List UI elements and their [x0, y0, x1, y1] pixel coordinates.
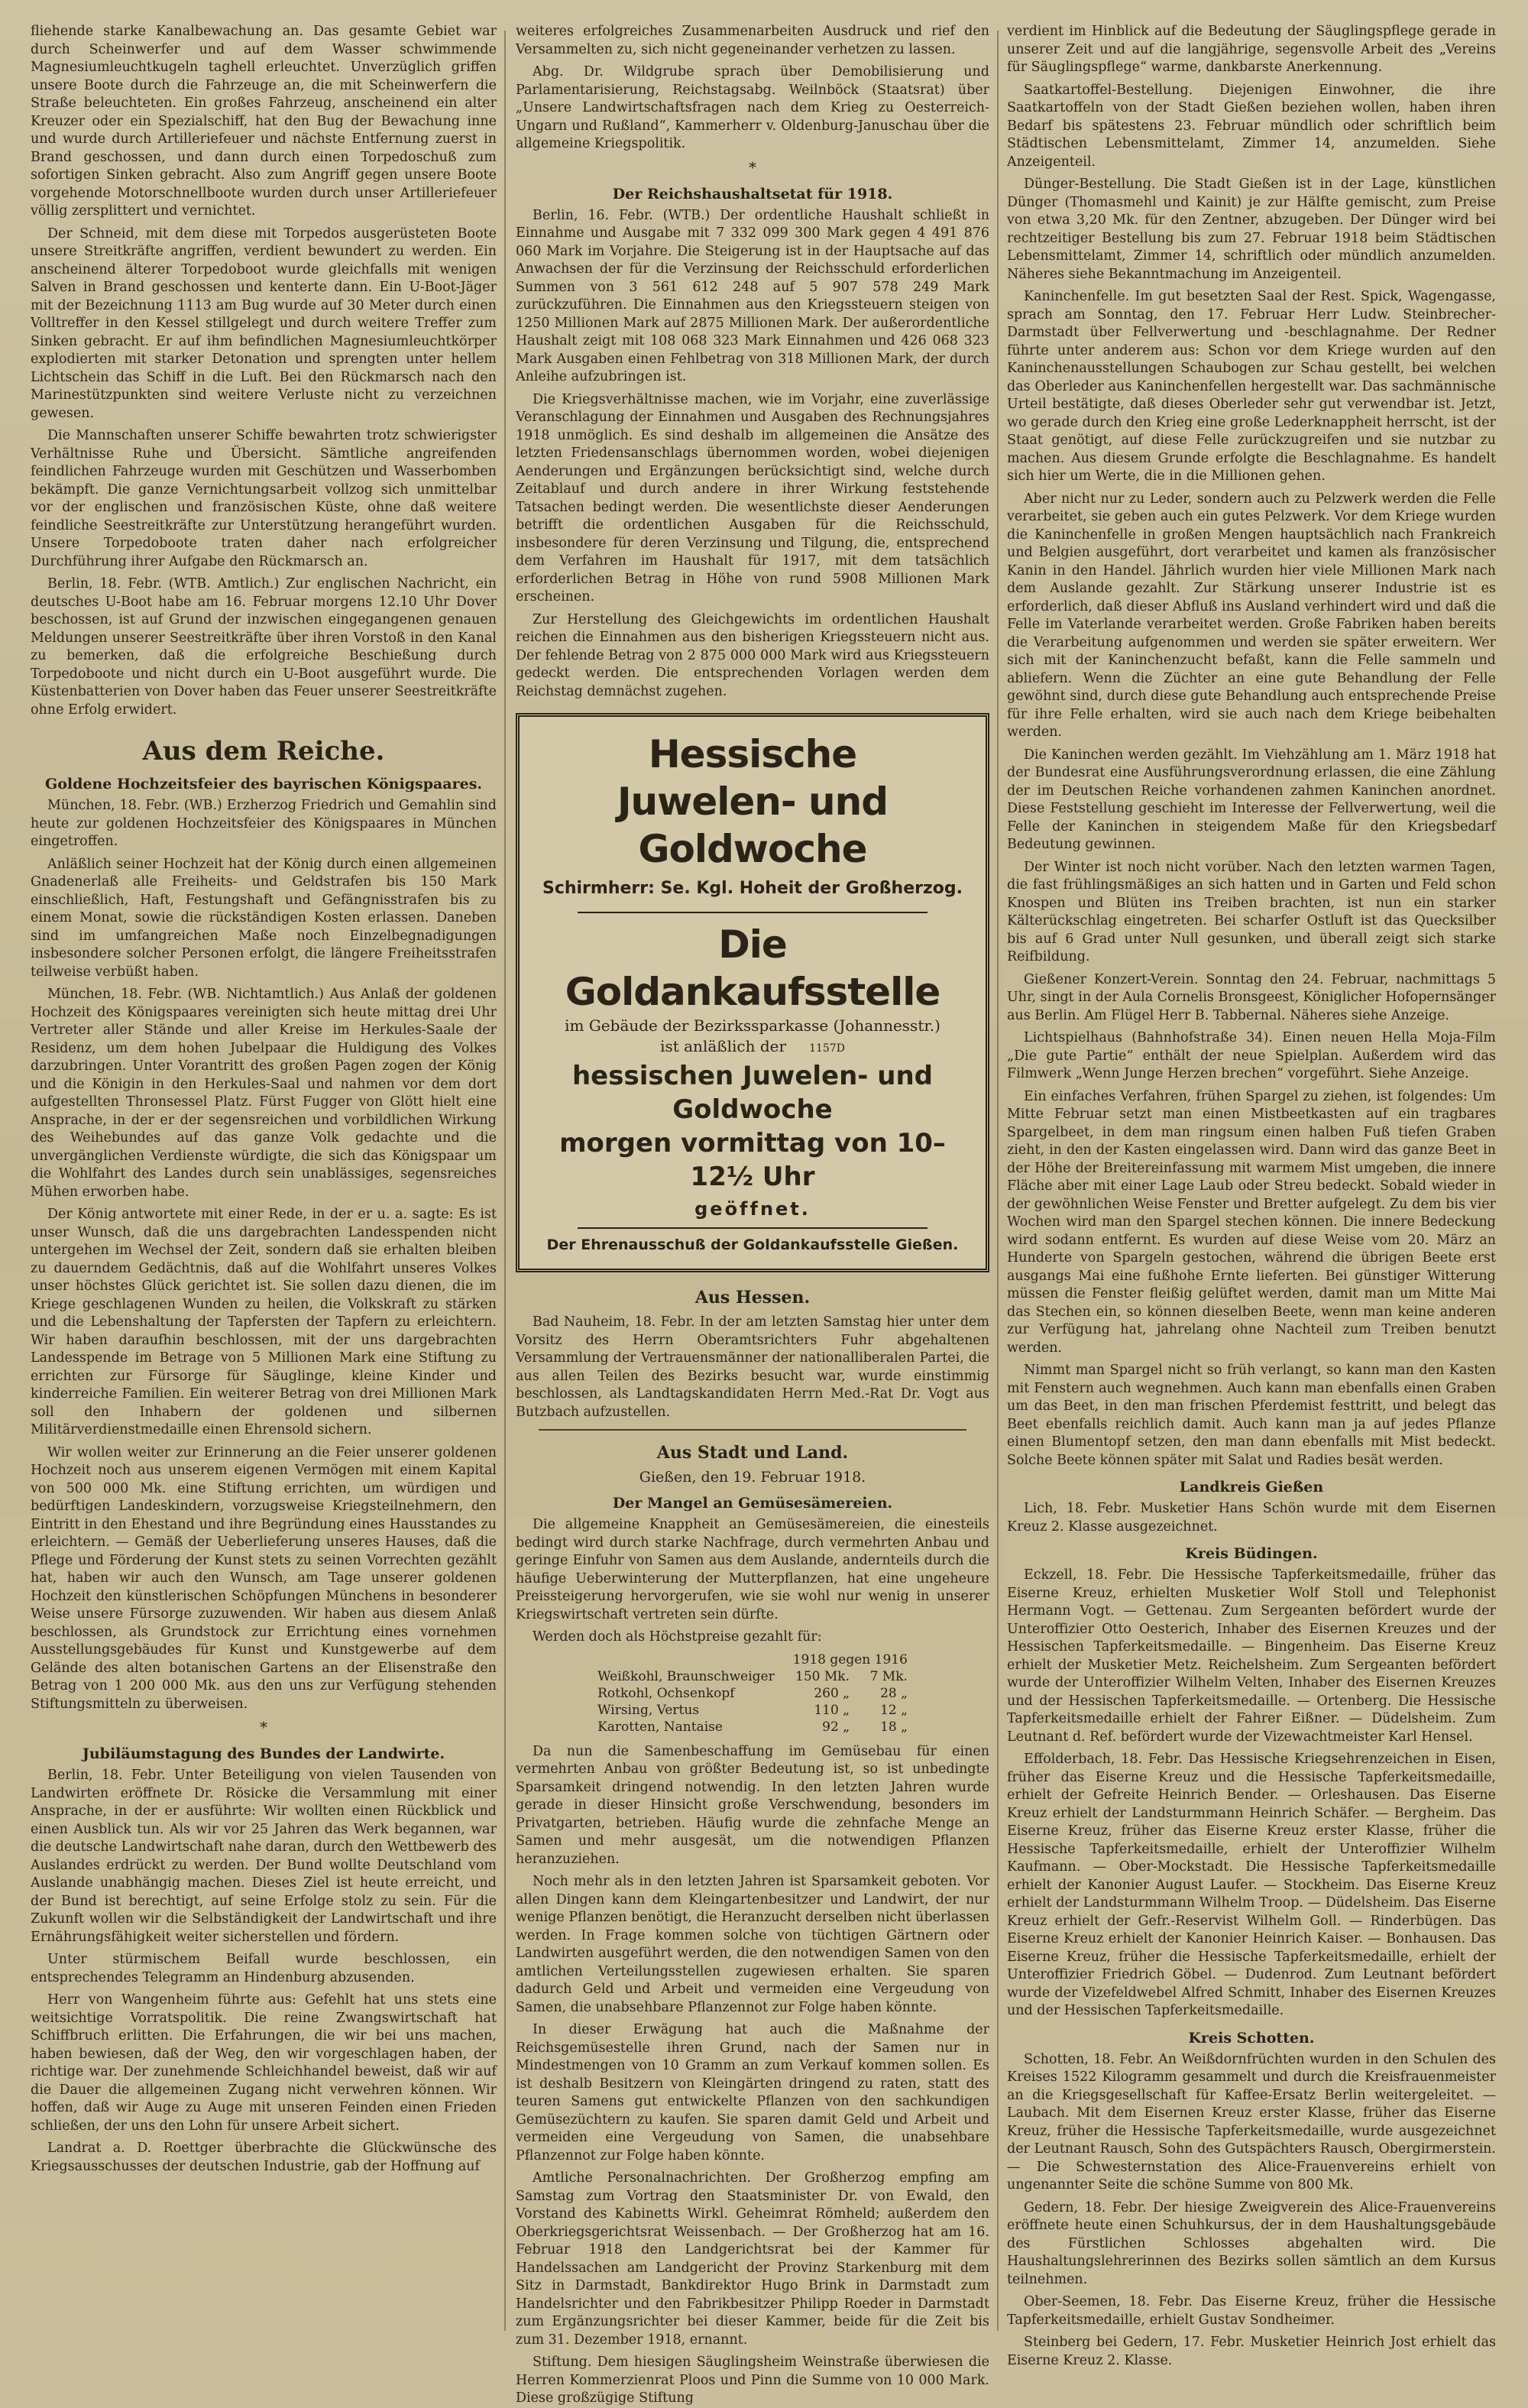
article-paragraph: Kaninchenfelle. Im gut besetzten Saal der Rest. Spick, Wagengasse, sprach am Sonntag, den 17. Februar Herr Ludw. Steinbrecher-Darmstadt über Fellverwertung und -beschlagnahme. Der Redner führte unter anderem aus: Schon vor dem Kriege wurden auf den Kaninchenausstellungen Schaubogen zur Schau gestellt, bei welchen das Oberleder aus Kaninchenfellen hergestellt war. Das sachmännische Urteil bestätigte, daß dieses Oberleder sehr gut verwendbar ist. Jetzt, wo gerade durch den Krieg eine große Lederknappheit herrscht, ist der Staat genötigt, auf diese Felle zurückzugreifen und sie nutzbar zu machen. Aus diesem Grunde erfolgte die Beschlagnahme. Es handelt sich hier um Werte, die in die Millionen gehen. — [1007, 289, 1496, 484]
article-paragraph: Unter stürmischem Beifall wurde beschlossen, ein entsprechendes Telegramm an Hindenburg abzusenden. — [31, 1952, 497, 1985]
ad-line-text: ist anläßlich der — [660, 1037, 787, 1055]
price-table-header — [588, 1651, 917, 1668]
table-row — [588, 1702, 917, 1719]
price-1916: 28 „ — [880, 1685, 908, 1701]
article-paragraph: Anläßlich seiner Hochzeit hat der König durch einen allgemeinen Gnadenerlaß alle Freiheits- und Geldstrafen bis 150 Mark einschließlich, Haft, Festungshaft und Gefängnisstrafen bis zu einem Monat, sowie die rückständigen Kosten erlassen. Daneben sind im umfangreichen Maße noch Einzelbegnadigungen insbesondere solcher Personen erfolgt, die längere Freiheitsstrafen teilweise verbüßt haben. — [31, 856, 497, 980]
price-1918: 110 „ — [814, 1702, 850, 1718]
column-rule — [504, 31, 506, 2331]
ad-headline: Die Goldankaufsstelle — [565, 922, 940, 1014]
article-paragraph: Noch mehr als in den letzten Jahren ist Sparsamkeit geboten. Vor allen Dingen kann dem Kleingartenbesitzer und Landwirt, der nur wenige Pflanzen benötigt, die Heranzucht derselben nicht überlassen werden. In Frage kommen solche von tüchtigen Gärtnern oder Landwirten ausgeführt werden, die den notwendigen Samen von den amtlichen Verteilungsstellen zugewiesen erhalten. Sie sparen dadurch Geld und Arbeit und vermeiden eine Vergeudung von Samen, die unabsehbare Pflanzennot zur Folge haben könnte. — [516, 1874, 989, 2015]
column-middle — [516, 23, 989, 2406]
article-heading: Kreis Schotten. — [1188, 2029, 1315, 2047]
article-paragraph: Steinberg bei Gedern, 17. Febr. Musketier Heinrich Jost erhielt das Eiserne Kreuz 2. Klasse. — [1007, 2335, 1496, 2368]
ad-line — [532, 1036, 973, 1059]
price-1916: 18 „ — [880, 1719, 908, 1735]
article-paragraph: Zur Herstellung des Gleichgewichts im ordentlichen Haushalt reichen die Einnahmen aus den bisherigen Kriegssteuern nicht aus. Der fehlende Betrag von 2 875 000 000 Mark wird aus Kriegssteuern gedeckt werden. Die entsprechenden Vorlagen werden dem Reichstag demnächst zugehen. — [516, 611, 989, 699]
article-paragraph: verdient im Hinblick auf die Bedeutung der Säuglingspflege gerade in unserer Zeit und auf die langjährige, segensvolle Arbeit des „Vereins für Säuglingspflege“ warme, dankbarste Anerkennung. — [1007, 24, 1496, 75]
dateline: Gießen, den 19. Februar 1918. — [639, 1469, 866, 1486]
article-paragraph: Gießener Konzert-Verein. Sonntag den 24. Februar, nachmittags 5 Uhr, singt in der Aula Cornelis Bronsgeest, Königlicher Hofopernsänger aus Berlin. Am Flügel Herr B. Tabbernal. Näheres siehe Anzeige. — [1007, 971, 1496, 1023]
price-1918: 92 „ — [822, 1719, 850, 1735]
price-item: Karotten, Nantaise — [597, 1719, 723, 1735]
section-heading-stadt: Aus Stadt und Land. — [656, 1443, 849, 1463]
article-paragraph: Eckzell, 18. Febr. Die Hessische Tapferkeitsmedaille, früher das Eiserne Kreuz, erhielten Musketier Wolf Stoll und Telephonist Hermann Vogt. — Gettenau. Zum Sergeanten befördert wurde der Unteroffizier Otto Oesterich, Inhaber des Eisernen Kreuzes und der Hessischen Tapferkeitsmedaille. — Bingenheim. Das Eiserne Kreuz erhielt der Musketier Metz. Reichelsheim. Zum Sergeanten befördert wurde der Unteroffizier Wilhelm Velten, Inhaber des Eisernen Kreuzes und der Hessischen Tapferkeitsmedaille. — Ortenberg. Die Hessische Tapferkeitsmedaille erhielt der Fahrer Eißner. — Düdelsheim. Zum Leutnant d. Ref. befördert wurde der Vizewachtmeister Karl Hensel. — [1007, 1567, 1496, 1745]
separator-star: * — [749, 157, 756, 177]
article-paragraph: Die Kaninchen werden gezählt. Im Viehzählung am 1. März 1918 hat der Bundesrat eine Ausführungsverordnung erlassen, die eine Zählung der im Deutschen Reiche vorhandenen zahmen Kaninchen anordnet. Diese Feststellung geschieht im Interesse der Fellverwertung, weil die Felle der Kaninchen in steigendem Maße für den Kriegsbedarf Bedeutung gewinnen. — [1007, 747, 1496, 852]
table-row — [588, 1719, 917, 1736]
ad-title-line1: Hessische — [648, 732, 857, 776]
article-paragraph: Nimmt man Spargel nicht so früh verlangt, so kann man den Kasten mit Fenstern auch wegnehmen. Auch kann man ebenfalls einen Graben um das Beet, in den man frischen Pferdemist festtritt, und belegt das Beet ebenfalls reichlich damit. Auch kann man ja auf jedes Pflanze einen Blumentopf setzen, den man dann ebenfalls mit Mist bedeckt. Solche Beete können später mit Salat und Radies besät werden. — [1007, 1363, 1496, 1468]
table-row — [588, 1668, 917, 1685]
price-1918: 260 „ — [814, 1685, 850, 1701]
section-heading-reich: Aus dem Reiche. — [142, 736, 385, 766]
article-paragraph: Gedern, 18. Febr. Der hiesige Zweigverein des Alice-Frauenvereins eröffnete heute einen Schuhkursus, der in dem Haushaltungsgebäude des Fürstlichen Schlosses abgehalten wird. Die Haushaltungslehrerinnen des Bezirks sollen sämtlich an dem Kursus teilnehmen. — [1007, 2199, 1496, 2287]
article-paragraph: weiteres erfolgreiches Zusammenarbeiten Ausdruck und rief den Versammelten zu, sich nicht gegeneinander verhetzen zu lassen. — [516, 24, 989, 57]
ad-hours: morgen vormittag von 10–12½ Uhr — [559, 1128, 946, 1192]
article-paragraph: München, 18. Febr. (WB.) Erzherzog Friedrich und Gemahlin sind heute zur goldenen Hochzeitsfeier des Königspaares in München eingetroffen. — [31, 798, 497, 849]
article-paragraph: Berlin, 18. Febr. (WTB. Amtlich.) Zur englischen Nachricht, ein deutsches U-Boot habe am 16. Februar morgens 12.10 Uhr Dover beschossen, ist auf Grund der inzwischen eingegangenen genauen Meldungen unserer Seestreitkräfte über ihren Vorstoß in den Kanal zu bemerken, daß die erfolgreiche Beschießung durch Torpedoboote und nicht durch ein U-Boot ausgeführt wurde. Die Küstenbatterien von Dover haben das Feuer unserer Seestreitkräfte ohne Erfolg erwidert. — [31, 576, 497, 718]
price-1918: 150 Mk. — [795, 1668, 850, 1684]
article-heading: Der Mangel an Gemüsesämereien. — [612, 1495, 893, 1512]
ad-location: im Gebäude der Bezirkssparkasse (Johannesstr.) — [565, 1016, 940, 1035]
article-paragraph: Schotten, 18. Febr. An Weißdornfrüchten wurden in den Schulen des Kreises 1522 Kilogramm gesammelt und durch die Kreisfrauenmeister an die Kriegsgesellschaft für Kaffee-Ersatz Berlin weitergeleitet. — Laubach. Mit dem Eisernen Kreuz erster Klasse, früher das Eiserne Kreuz, früher die Hessische Tapferkeitsmedaille, wurde ausgezeichnet der Leutnant Rausch, Sohn des Gutspächters Rausch, Obergirmerstein. — Die Schwesternstation des Alice-Frauenvereins erhielt von ungenannter Seite die schöne Summe von 800 Mk. — [1007, 2051, 1496, 2192]
article-paragraph: Herr von Wangenheim führte aus: Gefehlt hat uns stets eine weitsichtige Vorratspolitik. Die reine Zwangswirtschaft hat Schiffbruch erlitten. Die Erfahrungen, die wir bei uns machen, haben bewiesen, daß der Weg, den wir vorgeschlagen haben, der richtige war. Der zunehmende Schleichhandel beweist, daß wir auf die Dauer die allgemeinen Zugang nicht verwehren können. Wir hoffen, daß wir Auge zu Auge mit unseren Feinden einen Frieden schließen, der uns den Lohn für unsere Arbeit sichert. — [31, 1992, 497, 2134]
article-paragraph: Der Winter ist noch nicht vorüber. Nach den letzten warmen Tagen, die fast frühlingsmäßiges an sich hatten und in Garten und Feld schon Knospen und Blüten ins Treiben brachten, ist nun ein starker Kälterückschlag eingetreten. Bei scharfer Ostluft ist das Quecksilber bis auf 6 Grad unter Null gesunken, und überall zeigt sich starke Reifbildung. — [1007, 859, 1496, 964]
article-heading: Jubiläumstagung des Bundes der Landwirte. — [82, 1745, 445, 1762]
column-left — [31, 23, 497, 2338]
price-1916: 7 Mk. — [869, 1668, 908, 1684]
article-paragraph: Werden doch als Höchstpreise gezahlt für: — [533, 1629, 822, 1645]
article-paragraph: fliehende starke Kanalbewachung an. Das gesamte Gebiet war durch Scheinwerfer und auf dem Wasser schwimmende Magnesiumleuchtkugeln taghell erleuchtet. Unverzüglich griffen unsere Boote durch die Fahrzeuge an, die mit Scheinwerfern die Straße beleuchteten. Ein großes Fahrzeug, anscheinend ein alter Kreuzer oder ein Spezialschiff, hat den Bug der Bewachung inne und wurde durch Artilleriefeuer und nächste Entfernung zuerst in Brand geschossen, und dann durch einen Torpedoschuß zum sofortigen Sinken gebracht. Also zum Angriff gegen unsere Boote vorgehende Motorschnellboote wurden durch unser Artilleriefeuer völlig zersplittert und vernichtet. — [31, 24, 497, 219]
article-paragraph: Da nun die Samenbeschaffung im Gemüsebau für einen vermehrten Anbau von größter Bedeutung ist, so ist unbedingte Sparsamkeit dringend notwendig. In den letzten Jahren wurde gerade in dieser Hinsicht große Verschwendung, besonders im Privatgarten, betrieben. Häufig wurde die zehnfache Menge an Samen und mehr ausgesät, um die notwendigen Pflanzen heranzuziehen. — [516, 1743, 989, 1867]
article-paragraph: München, 18. Febr. (WB. Nichtamtlich.) Aus Anlaß der goldenen Hochzeit des Königspaares vereinigten sich heute mittag drei Uhr Vertreter aller Stände und aller Kreise im Herkules-Saale der Residenz, um dem hohen Jubelpaar die Huldigung des Volkes darzubringen. Unter Vorantritt des großen Pagen zogen der König und die Königin in den Herkules-Saal und nahmen vor dem dort aufgestellten Thronsessel Platz. Fürst Fugger von Glött hielt eine Ansprache, in der er der segensreichen und vorbildlichen Wirkung des Weihebundes auf das ganze Volk gedachte und die unvergänglichen Verdienste würdigte, die sich das Königspaar um die Wohlfahrt des Landes durch sein unablässiges, segensreiches Mühen erworben habe. — [31, 987, 497, 1200]
price-table-years: 1918 gegen 1916 — [792, 1651, 908, 1667]
price-1916: 12 „ — [880, 1702, 908, 1718]
separator-star: * — [260, 1718, 267, 1736]
column-rule — [997, 31, 999, 2331]
article-paragraph: Abg. Dr. Wildgrube sprach über Demobilisierung und Parlamentarisierung, Reichstagsabg. Weilnböck (Staatsrat) über „Unsere Landwirtschaftsfragen nach dem Krieg zu Oesterreich-Ungarn und Rußland“, Kammerherr v. Oldenburg-Januschau über die allgemeine Kriegspolitik. — [516, 64, 989, 151]
column-right — [1007, 23, 1496, 2368]
price-item: Rotkohl, Ochsenkopf — [597, 1685, 735, 1701]
article-paragraph: Aber nicht nur zu Leder, sondern auch zu Pelzwerk werden die Felle verarbeitet, sie geben auch ein gutes Pelzwerk. Vor dem Kriege wurden die Kaninchenfelle in großen Mengen hauptsächlich nach Frankreich und Belgien ausgeführt, dort verarbeitet und kamen als französischer Kanin in den Handel. Jährlich wurden hier viele Millionen Mark nach dem Auslande gezahlt. Zur Stärkung unserer Industrie ist es erforderlich, daß dieser Abfluß ins Ausland verhindert wird und daß die Felle im Vaterlande verarbeitet werden. Große Fabriken haben bereits die Verarbeitung aufgenommen und werden sie später erweitern. Wer sich mit der Kaninchenzucht befaßt, kann die Felle sammeln und abliefern. Wenn die Züchter an eine gute Behandlung der Felle gewöhnt sind, durch diese gute Behandlung auch entsprechende Preise für ihre Felle erhalten, wird sie auch nach dem Kriege beibehalten werden. — [1007, 491, 1496, 740]
advertisement-goldwoche — [516, 713, 989, 1272]
price-item: Weißkohl, Braunschweiger — [597, 1668, 775, 1684]
ad-patron: Schirmherr: Se. Kgl. Hoheit der Großherzog. — [542, 879, 963, 898]
article-paragraph: Amtliche Personalnachrichten. Der Großherzog empfing am Samstag zum Vortrag den Staatsminister Dr. von Ewald, den Vorstand des Kabinetts Wirkl. Geheimrat Römheld; außerdem den Oberkriegsgerichtsrat Weissenbach. — Der Großherzog hat am 16. Februar 1918 den Landgerichtsrat bei der Kammer für Handelssachen am Landgericht der Provinz Starkenburg mit dem Sitz in Darmstadt, Bankdirektor Hugo Brink in Darmstadt zum Handelsrichter und den Fabrikbesitzer Philipp Roeder in Darmstadt zum Ergänzungsrichter bei dieser Kammer, beide für die Zeit bis zum 31. Dezember 1918, ernannt. — [516, 2170, 989, 2348]
article-paragraph: Berlin, 16. Febr. (WTB.) Der ordentliche Haushalt schließt in Einnahme und Ausgabe mit 7 332 099 300 Mark gegen 4 491 876 060 Mark im Vorjahre. Die Steigerung ist in der Hauptsache auf das Anwachsen der für die Verzinsung der Reichsschuld erforderlichen Summen von 3 561 612 248 auf 5 907 578 249 Mark zurückzuführen. Die Einnahmen aus den Kriegssteuern steigen von 1250 Millionen Mark auf 2875 Millionen Mark. Der außerordentliche Haushalt zeigt mit 108 068 323 Mark Einnahmen und 426 068 323 Mark Ausgaben einen Fehlbetrag von 318 Millionen Mark, der durch Anleihe aufzubringen ist. — [516, 207, 989, 384]
article-paragraph: Die allgemeine Knappheit an Gemüsesämereien, die einesteils bedingt wird durch starke Nachfrage, durch vermehrten Anbau und geringe Einfuhr von Samen aus dem Auslande, andernteils durch die häufige Ueberwinterung der Mutterpflanzen, hat eine ungeheure Preissteigerung hervorgerufen, wie sie wohl nur wenig in unserer Kriegswirtschaft vertreten sein dürfte. — [516, 1517, 989, 1622]
article-heading: Der Reichshaushaltsetat für 1918. — [612, 185, 893, 203]
article-paragraph: Saatkartoffel-Bestellung. Diejenigen Einwohner, die ihre Saatkartoffeln von der Stadt Gießen beziehen wollen, haben ihren Bedarf bis spätestens 23. Februar mündlich oder schriftlich beim Städtischen Lebensmittelamt, Zimmer 14, anzumelden. Siehe Anzeigenteil. — [1007, 82, 1496, 170]
article-paragraph: Lich, 18. Febr. Musketier Hans Schön wurde mit dem Eisernen Kreuz 2. Klasse ausgezeichnet. — [1007, 1501, 1496, 1535]
article-paragraph: In dieser Erwägung hat auch die Maßnahme der Reichsgemüsestelle ihren Grund, nach der Samen nur in Mindestmengen von 10 Gramm an zum Verkauf kommen sollen. Es ist deshalb Besitzern von Kleingärten dringend zu raten, statt des teuren Samens gut entwickelte Pflanzen von den sachkundigen Gemüsezüchtern zu kaufen. Sie sparen damit Geld und Arbeit und vermeiden eine Vergeudung von Samen, die unabsehbare Pflanzennot zur Folge haben könnte. — [516, 2022, 989, 2163]
article-paragraph: Wir wollen weiter zur Erinnerung an die Feier unserer goldenen Hochzeit noch aus unserem eigenen Vermögen mit einem Kapital von 500 000 Mk. eine Stiftung errichten, um würdigen und bedürftigen Landeskindern, vorzugsweise Kriegsteilnehmern, den Eintritt in den Ehestand und ihre Begründung eines Hausstandes zu erleichtern. — Gemäß der Ueberlieferung unseres Hauses, daß die Pflege und Förderung der Kunst stets zu seinen Vorrechten gezählt hat, haben wir auch den Wunsch, am Tage unserer goldenen Hochzeit den künstlerischen Schöpfungen Münchens in besonderer Weise unsere Fürsorge zuzuwenden. Wir haben aus diesem Anlaß beschlossen, als Grundstock zur Errichtung eines vornehmen Ausstellungsgebäudes für Kunst und Kunstgewerbe auf dem Gelände des alten botanischen Gartens an der Elisenstraße den Betrag von 1 200 000 Mk. aus den uns zur Verfügung stehenden Stiftungsmitteln zu überweisen. — [31, 1444, 497, 1712]
ad-divider — [578, 1227, 927, 1229]
ad-open: geöffnet. — [694, 1198, 811, 1220]
article-paragraph: Die Mannschaften unserer Schiffe bewahrten trotz schwierigster Verhältnisse Ruhe und Übersicht. Sämtliche angreifenden feindlichen Fahrzeuge wurden mit Geschützen und Wasserbomben bekämpft. Die ganze Vernichtungsarbeit vollzog sich unmittelbar vor der englischen und französischen Küste, ohne daß weitere feindliche Seestreitkräfte zur Unterstützung herangeführt wurden. Unsere Torpedoboote traten daher nach erfolgreicher Durchführung ihrer Aufgabe den Rückmarsch an. — [31, 428, 497, 569]
ad-footer: Der Ehrenausschuß der Goldankaufsstelle Gießen. — [546, 1236, 959, 1253]
article-heading: Kreis Büdingen. — [1185, 1545, 1318, 1562]
article-paragraph: Berlin, 18. Febr. Unter Beteiligung von vielen Tausenden von Landwirten eröffnete Dr. Rösicke die Versammlung mit einer Ansprache, in der er ausführte: Wir wollten einen Rückblick und einen Ausblick tun. Als wir vor 25 Jahren das Werk begannen, war die deutsche Landwirtschaft nahe daran, durch den Wettbewerb des Auslandes erdrückt zu werden. Der Bund wollte Deutschland vom Auslande unabhängig machen. Dieses Ziel ist heute erreicht, und der Bund ist berechtigt, auf seine Erfolge stolz zu sein. Für die Zukunft wollen wir die Selbständigkeit der Landwirtschaft und ihre Ernährungsfähigkeit weiter sicherstellen und fördern. — [31, 1768, 497, 1945]
article-paragraph: Bad Nauheim, 18. Febr. In der am letzten Samstag hier unter dem Vorsitz des Herrn Oberamtsrichters Fuhr abgehaltenen Versammlung der Vertrauensmänner der nationalliberalen Partei, die aus allen Teilen des Bezirks besucht war, wurde einstimmig beschlossen, als Landtagskandidaten Herrn Med.-Rat Dr. Vogt aus Butzbach aufzustellen. — [516, 1314, 989, 1420]
article-paragraph: Die Kriegsverhältnisse machen, wie im Vorjahr, eine zuverlässige Veranschlagung der Einnahmen und Ausgaben des Rechnungsjahres 1918 unmöglich. Es sind deshalb im allgemeinen die Ansätze des letzten Friedensanschlags übernommen worden, wobei diejenigen Aenderungen und Ergänzungen berücksichtigt sind, welche durch Zeitablauf und durch andere in ihrer Wirkung feststehende Tatsachen bedingt werden. Die wesentlichste dieser Aenderungen betrifft die ordentlichen Ausgaben für die Reichsschuld, insbesondere für deren Verzinsung und Tilgung, die, entsprechend dem Verfahren im Haushalt für 1917, mit dem tatsächlich erforderlichen Betrag in Höhe von rund 5908 Millionen Mark erscheinen. — [516, 391, 989, 604]
table-row — [588, 1685, 917, 1702]
article-heading: Landkreis Gießen — [1179, 1479, 1324, 1496]
ad-title-line2: Juwelen- und Goldwoche — [617, 779, 889, 871]
article-paragraph: Lichtspielhaus (Bahnhofstraße 34). Einen neuen Hella Moja-Film „Die gute Partie“ enthält der neue Spielplan. Außerdem wird das Filmwerk „Wenn Junge Herzen brechen“ vorgeführt. Siehe Anzeige. — [1007, 1030, 1496, 1081]
article-paragraph: Ein einfaches Verfahren, frühen Spargel zu ziehen, ist folgendes: Um Mitte Februar setzt man einen Mistbeetkasten auf ein tragbares Spargelbeet, in dem man ringsum einen halben Fuß tiefen Graben zieht, in den der Kasten eingelassen wird. Dann wird das ganze Beet in der Höhe der Breitereinfassung mit warmem Mist umgeben, die innere Fläche aber mit einer Lage Laub oder Streu bedeckt. Sobald wieder in der gewöhnlichen Weise Fenster und Bretter aufgelegt. Zu dem bis vier Wochen wird man den Spargel stechen können. Die innere Bedeckung wird sodann entfernt. Es wurden auf diese Weise vom 20. März an Hunderte von Spargeln gestochen, während die übrigen Beete erst ausgangs Mai eine fußhohe Ernte lieferten. Bei günstiger Witterung müssen die Fenster fleißig gelüftet werden, damit man um Mitte Mai das Stechen ein, so können dieselben Beete, wenn man keine anderen zur Verfügung hat, jahrelang ohne Nachteil zum Treiben benutzt werden. — [1007, 1088, 1496, 1356]
section-heading-hessen: Aus Hessen. — [694, 1288, 811, 1308]
price-item: Wirsing, Vertus — [597, 1702, 700, 1718]
ad-divider — [578, 912, 927, 913]
article-paragraph: Stiftung. Dem hiesigen Säuglingsheim Weinstraße überwiesen die Herren Kommerzienrat Ploos und Pinn die Summe von 10 000 Mark. Diese großzügige Stiftung — [516, 2355, 989, 2406]
article-paragraph: Der König antwortete mit einer Rede, in der er u. a. sagte: Es ist unser Wunsch, daß die uns dargebrachten Landesspenden nicht untergehen im Wechsel der Zeit, sondern daß sie erhalten bleiben zu dauerndem Gedächtnis, daß auf die Wohlfahrt unseres Volkes unser höchstes Glück gerichtet ist. Sie sollen dazu dienen, die im Kriege geschlagenen Wunden zu heilen, die Volkskraft zu stärken und die Lebenshaltung der Tapfersten der Tapfern zu erleichtern. Wir haben daraufhin beschlossen, mit der uns dargebrachten Landesspende im Betrage von 5 Millionen Mark eine Stiftung zu errichten zur Fürsorge für Säuglinge, kleine Kinder und kinderreiche Familien. Ein weiterer Betrag von drei Millionen Mark soll den Inhabern der goldenen und silbernen Militärverdienstmedaille einen Ehrensold sichern. — [31, 1207, 497, 1437]
article-paragraph: Der Schneid, mit dem diese mit Torpedos ausgerüsteten Boote unsere Streitkräfte angriffen, verdient bewundert zu werden. Ein anscheinend älterer Torpedoboot wurde gleichfalls mit wenigen Salven in Brand geschossen und kenterte dann. Ein U-Boot-Jäger mit der Bezeichnung 1113 am Bug wurde auf 30 Meter durch einen Volltreffer in den Kessel stillgelegt und durch weitere Treffer zum Sinken gebracht. Er auf ihm befindlichen Magnesiumleuchtkörper explodierten mit starker Detonation und sprengten unter hellem Lichtschein das Schiff in die Luft. Bei den Rückmarsch nach den Marinestützpunkten sind weitere Verluste nicht zu verzeichnen gewesen. — [31, 225, 497, 421]
article-paragraph: Effolderbach, 18. Febr. Das Hessische Kriegsehrenzeichen in Eisen, früher das Eiserne Kreuz und die Hessische Tapferkeitsmedaille, erhielt der Gefreite Heinrich Bender. — Orleshausen. Das Eiserne Kreuz erhielt der Landsturmmann Heinrich Schäfer. — Bergheim. Das Eiserne Kreuz, früher das Eiserne Kreuz erster Klasse, früher die Hessische Tapferkeitsmedaille, erhielt der Unteroffizier Wilhelm Kaufmann. — Ober-Mockstadt. Die Hessische Tapferkeitsmedaille erhielt der Kanonier August Laufer. — Stockheim. Das Eiserne Kreuz erhielt der Landsturmmann Wilhelm Troop. — Düdelsheim. Das Eiserne Kreuz erhielt der Gefr.-Reservist Wilhelm Goll. — Rinderbügen. Das Eiserne Kreuz erhielt der Kanonier Heinrich Kaiser. — Bonhausen. Das Eiserne Kreuz, früher die Hessische Tapferkeitsmedaille, erhielt der Unteroffizier Friedrich Göbel. — Dudenrod. Zum Leutnant befördert wurde der Vizefeldwebel Alfred Schmitt, Inhaber des Eisernen Kreuzes und der Hessischen Tapferkeitsmedaille. — [1007, 1752, 1496, 2018]
divider — [539, 1429, 966, 1431]
article-paragraph: Landrat a. D. Roettger überbrachte die Glückwünsche des Kriegsausschusses der deutschen Industrie, gab der Hoffnung auf — [31, 2141, 497, 2174]
ad-code: 1157D — [809, 1042, 845, 1055]
price-table — [588, 1651, 917, 1736]
article-paragraph: Ober-Seemen, 18. Febr. Das Eiserne Kreuz, früher die Hessische Tapferkeitsmedaille, erhielt Gustav Sondheimer. — [1007, 2294, 1496, 2328]
article-heading: Goldene Hochzeitsfeier des bayrischen Königspaares. — [44, 776, 483, 792]
ad-event: hessischen Juwelen- und Goldwoche — [571, 1061, 934, 1125]
article-paragraph: Dünger-Bestellung. Die Stadt Gießen ist in der Lage, künstlichen Dünger (Thomasmehl und Kainit) je zur Hälfte gemischt, zum Preise von etwa 3,20 Mk. für den Zentner, abzugeben. Der Dünger wird bei rechtzeitiger Bestellung bis zum 27. Februar 1918 beim Städtischen Lebensmittelamt, Zimmer 14, schriftlich oder mündlich anzumelden. Näheres siehe Bekanntmachung im Anzeigenteil. — [1007, 177, 1496, 282]
